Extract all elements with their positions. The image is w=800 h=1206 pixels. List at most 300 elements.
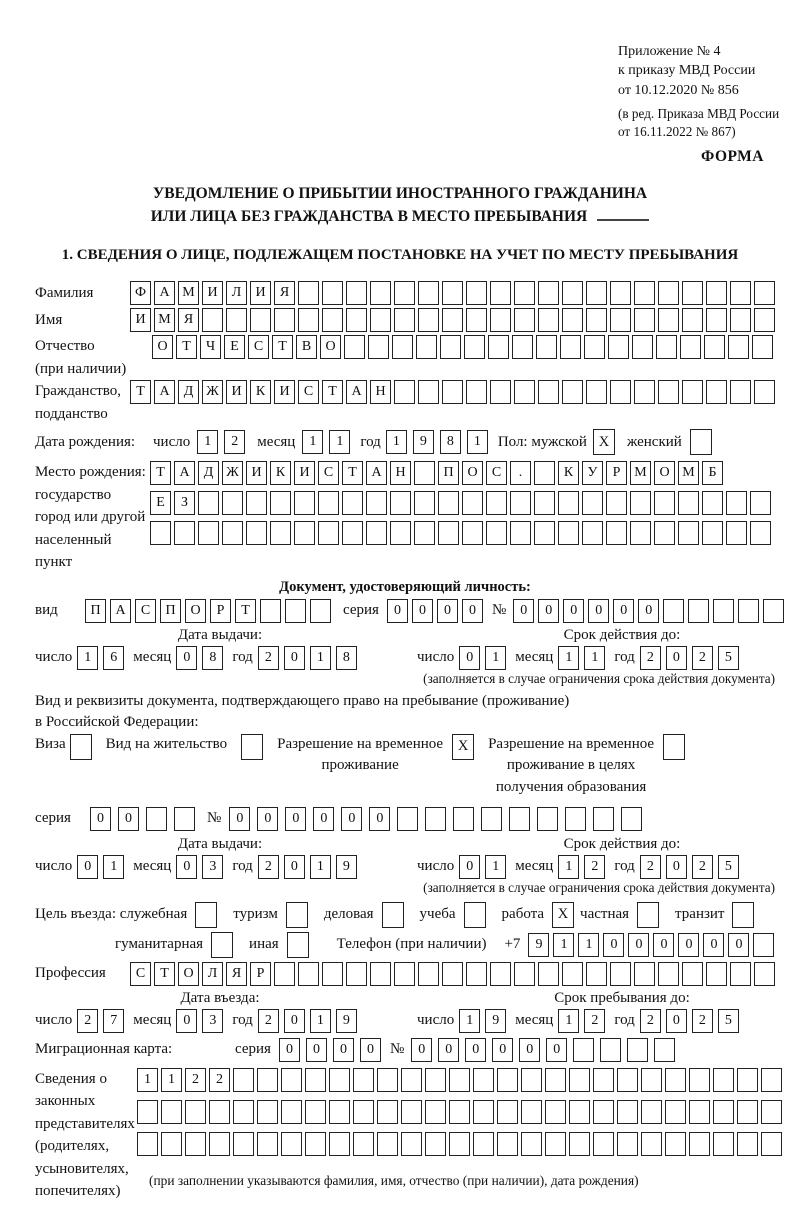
char-cell[interactable]: И <box>274 380 295 404</box>
char-cell[interactable]: 1 <box>485 646 506 670</box>
char-cell[interactable]: К <box>558 461 579 485</box>
iddoc-expiry-day[interactable] <box>459 646 506 670</box>
char-cell[interactable]: 5 <box>718 646 739 670</box>
char-cell[interactable]: 2 <box>640 855 661 879</box>
char-cell[interactable] <box>462 491 483 515</box>
char-cell[interactable] <box>586 962 607 986</box>
char-cell[interactable] <box>353 1100 374 1124</box>
char-cell[interactable]: С <box>318 461 339 485</box>
char-cell[interactable]: 0 <box>563 599 584 623</box>
char-cell[interactable]: Ч <box>200 335 221 359</box>
char-cell[interactable] <box>370 308 391 332</box>
char-cell[interactable]: Т <box>342 461 363 485</box>
char-cell[interactable] <box>514 281 535 305</box>
char-cell[interactable]: 0 <box>492 1038 513 1062</box>
char-cell[interactable]: 0 <box>257 807 278 831</box>
char-cell[interactable]: 1 <box>103 855 124 879</box>
char-cell[interactable] <box>185 1100 206 1124</box>
char-cell[interactable]: 1 <box>329 430 350 454</box>
char-cell[interactable] <box>353 1068 374 1092</box>
char-cell[interactable] <box>490 962 511 986</box>
char-cell[interactable] <box>521 1100 542 1124</box>
char-cell[interactable] <box>281 1068 302 1092</box>
char-cell[interactable] <box>222 491 243 515</box>
char-cell[interactable] <box>198 521 219 545</box>
char-cell[interactable]: 1 <box>302 430 323 454</box>
char-cell[interactable]: И <box>294 461 315 485</box>
migration-series-boxes[interactable] <box>279 1038 381 1062</box>
char-cell[interactable] <box>329 1068 350 1092</box>
char-cell[interactable]: Л <box>202 962 223 986</box>
char-cell[interactable] <box>490 380 511 404</box>
char-cell[interactable]: 3 <box>202 1009 223 1033</box>
char-cell[interactable] <box>688 599 709 623</box>
char-cell[interactable]: О <box>320 335 341 359</box>
permit-issue-day[interactable] <box>77 855 124 879</box>
char-cell[interactable] <box>488 335 509 359</box>
char-cell[interactable] <box>346 281 367 305</box>
char-cell[interactable]: 0 <box>176 646 197 670</box>
char-cell[interactable] <box>654 521 675 545</box>
char-cell[interactable]: 0 <box>462 599 483 623</box>
char-cell[interactable]: Д <box>198 461 219 485</box>
char-cell[interactable]: И <box>250 281 271 305</box>
char-cell[interactable]: М <box>630 461 651 485</box>
char-cell[interactable]: С <box>298 380 319 404</box>
char-cell[interactable] <box>497 1100 518 1124</box>
char-cell[interactable] <box>449 1132 470 1156</box>
char-cell[interactable] <box>353 1132 374 1156</box>
char-cell[interactable]: 2 <box>258 646 279 670</box>
residence-permit-checkbox[interactable] <box>241 734 263 760</box>
char-cell[interactable]: 0 <box>728 933 749 957</box>
char-cell[interactable] <box>294 491 315 515</box>
char-cell[interactable]: Ж <box>222 461 243 485</box>
char-cell[interactable]: О <box>462 461 483 485</box>
char-cell[interactable]: 8 <box>202 646 223 670</box>
char-cell[interactable] <box>270 521 291 545</box>
char-cell[interactable] <box>233 1100 254 1124</box>
char-cell[interactable]: 1 <box>459 1009 480 1033</box>
char-cell[interactable]: 5 <box>718 855 739 879</box>
char-cell[interactable]: 1 <box>310 855 331 879</box>
char-cell[interactable] <box>514 380 535 404</box>
char-cell[interactable] <box>680 335 701 359</box>
char-cell[interactable] <box>510 521 531 545</box>
char-cell[interactable]: Т <box>272 335 293 359</box>
char-cell[interactable]: Я <box>178 308 199 332</box>
char-cell[interactable] <box>473 1132 494 1156</box>
char-cell[interactable] <box>682 962 703 986</box>
char-cell[interactable]: 1 <box>137 1068 158 1092</box>
char-cell[interactable]: О <box>178 962 199 986</box>
char-cell[interactable] <box>689 1132 710 1156</box>
char-cell[interactable]: 0 <box>284 646 305 670</box>
char-cell[interactable] <box>449 1100 470 1124</box>
char-cell[interactable]: И <box>226 380 247 404</box>
char-cell[interactable] <box>562 962 583 986</box>
char-cell[interactable] <box>706 962 727 986</box>
char-cell[interactable] <box>593 807 614 831</box>
char-cell[interactable] <box>414 491 435 515</box>
char-cell[interactable]: 0 <box>360 1038 381 1062</box>
char-cell[interactable]: С <box>135 599 156 623</box>
char-cell[interactable]: П <box>160 599 181 623</box>
char-cell[interactable] <box>401 1068 422 1092</box>
permit-issue-month[interactable] <box>176 855 223 879</box>
char-cell[interactable] <box>656 335 677 359</box>
char-cell[interactable]: Я <box>274 281 295 305</box>
char-cell[interactable] <box>534 491 555 515</box>
char-cell[interactable] <box>702 491 723 515</box>
char-cell[interactable]: 1 <box>558 1009 579 1033</box>
char-cell[interactable] <box>285 599 306 623</box>
char-cell[interactable]: 0 <box>118 807 139 831</box>
char-cell[interactable] <box>368 335 389 359</box>
birth-year-boxes[interactable] <box>386 430 488 454</box>
char-cell[interactable]: 0 <box>341 807 362 831</box>
char-cell[interactable] <box>763 599 784 623</box>
char-cell[interactable]: Т <box>154 962 175 986</box>
char-cell[interactable] <box>250 308 271 332</box>
char-cell[interactable]: 1 <box>310 1009 331 1033</box>
char-cell[interactable] <box>497 1068 518 1092</box>
char-cell[interactable]: 0 <box>603 933 624 957</box>
char-cell[interactable] <box>573 1038 594 1062</box>
char-cell[interactable]: 2 <box>692 646 713 670</box>
char-cell[interactable] <box>438 521 459 545</box>
char-cell[interactable] <box>713 599 734 623</box>
purpose-humanitarian-checkbox[interactable] <box>211 932 233 958</box>
char-cell[interactable] <box>754 281 775 305</box>
char-cell[interactable] <box>665 1100 686 1124</box>
birthplace-boxes-row2[interactable] <box>150 491 771 515</box>
char-cell[interactable] <box>305 1132 326 1156</box>
char-cell[interactable] <box>754 380 775 404</box>
char-cell[interactable] <box>606 491 627 515</box>
char-cell[interactable] <box>257 1100 278 1124</box>
char-cell[interactable] <box>394 308 415 332</box>
char-cell[interactable] <box>689 1068 710 1092</box>
char-cell[interactable] <box>706 281 727 305</box>
char-cell[interactable]: 2 <box>209 1068 230 1092</box>
char-cell[interactable] <box>538 281 559 305</box>
temporary-edu-permit-checkbox[interactable] <box>663 734 685 760</box>
char-cell[interactable]: 0 <box>653 933 674 957</box>
char-cell[interactable] <box>401 1100 422 1124</box>
char-cell[interactable] <box>545 1100 566 1124</box>
char-cell[interactable]: З <box>174 491 195 515</box>
char-cell[interactable]: 0 <box>333 1038 354 1062</box>
iddoc-expiry-year[interactable] <box>640 646 739 670</box>
char-cell[interactable] <box>161 1100 182 1124</box>
birth-day-boxes[interactable] <box>197 430 245 454</box>
char-cell[interactable] <box>654 1038 675 1062</box>
char-cell[interactable] <box>706 308 727 332</box>
char-cell[interactable]: 2 <box>584 855 605 879</box>
char-cell[interactable] <box>233 1068 254 1092</box>
char-cell[interactable] <box>466 308 487 332</box>
char-cell[interactable]: 0 <box>284 855 305 879</box>
char-cell[interactable]: 0 <box>229 807 250 831</box>
doc-series-boxes[interactable] <box>387 599 483 623</box>
char-cell[interactable]: А <box>110 599 131 623</box>
char-cell[interactable] <box>342 521 363 545</box>
char-cell[interactable] <box>730 962 751 986</box>
char-cell[interactable]: С <box>130 962 151 986</box>
char-cell[interactable] <box>634 380 655 404</box>
char-cell[interactable]: 0 <box>437 599 458 623</box>
char-cell[interactable]: С <box>248 335 269 359</box>
char-cell[interactable]: С <box>486 461 507 485</box>
permit-expiry-day[interactable] <box>459 855 506 879</box>
char-cell[interactable] <box>390 491 411 515</box>
char-cell[interactable] <box>233 1132 254 1156</box>
char-cell[interactable]: Т <box>235 599 256 623</box>
char-cell[interactable] <box>185 1132 206 1156</box>
char-cell[interactable]: 1 <box>553 933 574 957</box>
char-cell[interactable] <box>606 521 627 545</box>
char-cell[interactable]: 0 <box>412 599 433 623</box>
purpose-private-checkbox[interactable] <box>637 902 659 928</box>
char-cell[interactable] <box>425 807 446 831</box>
char-cell[interactable]: Р <box>250 962 271 986</box>
purpose-study-checkbox[interactable] <box>464 902 486 928</box>
char-cell[interactable] <box>600 1038 621 1062</box>
char-cell[interactable]: Я <box>226 962 247 986</box>
char-cell[interactable]: 2 <box>258 1009 279 1033</box>
char-cell[interactable]: 1 <box>558 855 579 879</box>
char-cell[interactable] <box>390 521 411 545</box>
representatives-boxes-row2[interactable] <box>137 1100 782 1124</box>
char-cell[interactable] <box>754 308 775 332</box>
char-cell[interactable] <box>418 308 439 332</box>
char-cell[interactable] <box>608 335 629 359</box>
char-cell[interactable] <box>425 1068 446 1092</box>
char-cell[interactable]: 0 <box>313 807 334 831</box>
char-cell[interactable] <box>713 1100 734 1124</box>
sex-male-checkbox[interactable]: X <box>593 429 615 455</box>
char-cell[interactable]: Т <box>150 461 171 485</box>
iddoc-expiry-month[interactable] <box>558 646 605 670</box>
char-cell[interactable] <box>730 308 751 332</box>
temporary-permit-checkbox[interactable]: X <box>452 734 474 760</box>
char-cell[interactable] <box>665 1068 686 1092</box>
char-cell[interactable] <box>726 491 747 515</box>
char-cell[interactable] <box>322 308 343 332</box>
char-cell[interactable] <box>704 335 725 359</box>
char-cell[interactable] <box>322 962 343 986</box>
iddoc-issue-day[interactable] <box>77 646 124 670</box>
char-cell[interactable] <box>750 521 771 545</box>
char-cell[interactable]: Р <box>210 599 231 623</box>
char-cell[interactable]: 0 <box>459 646 480 670</box>
char-cell[interactable] <box>257 1068 278 1092</box>
char-cell[interactable] <box>610 962 631 986</box>
char-cell[interactable] <box>521 1132 542 1156</box>
visa-checkbox[interactable] <box>70 734 92 760</box>
char-cell[interactable] <box>761 1100 782 1124</box>
char-cell[interactable] <box>634 962 655 986</box>
char-cell[interactable] <box>510 491 531 515</box>
char-cell[interactable] <box>610 281 631 305</box>
char-cell[interactable] <box>377 1100 398 1124</box>
purpose-tourism-checkbox[interactable] <box>286 902 308 928</box>
char-cell[interactable]: Ж <box>202 380 223 404</box>
char-cell[interactable] <box>246 491 267 515</box>
char-cell[interactable] <box>418 380 439 404</box>
char-cell[interactable] <box>366 491 387 515</box>
char-cell[interactable]: М <box>154 308 175 332</box>
representatives-boxes-row1[interactable] <box>137 1068 782 1092</box>
char-cell[interactable]: 0 <box>628 933 649 957</box>
char-cell[interactable]: 2 <box>77 1009 98 1033</box>
char-cell[interactable] <box>146 807 167 831</box>
purpose-work-checkbox[interactable]: X <box>552 902 574 928</box>
char-cell[interactable] <box>593 1068 614 1092</box>
char-cell[interactable] <box>226 308 247 332</box>
char-cell[interactable]: 0 <box>638 599 659 623</box>
char-cell[interactable] <box>726 521 747 545</box>
char-cell[interactable]: Е <box>224 335 245 359</box>
representatives-boxes-row3[interactable] <box>137 1132 782 1156</box>
char-cell[interactable] <box>558 491 579 515</box>
char-cell[interactable] <box>442 281 463 305</box>
char-cell[interactable] <box>545 1132 566 1156</box>
char-cell[interactable]: 0 <box>411 1038 432 1062</box>
char-cell[interactable] <box>610 380 631 404</box>
char-cell[interactable] <box>562 380 583 404</box>
char-cell[interactable] <box>586 281 607 305</box>
birthplace-boxes-row1[interactable] <box>150 461 771 485</box>
char-cell[interactable]: 0 <box>176 1009 197 1033</box>
char-cell[interactable] <box>222 521 243 545</box>
char-cell[interactable] <box>305 1100 326 1124</box>
char-cell[interactable] <box>342 491 363 515</box>
permit-issue-year[interactable] <box>258 855 357 879</box>
char-cell[interactable] <box>416 335 437 359</box>
purpose-other-checkbox[interactable] <box>287 932 309 958</box>
char-cell[interactable] <box>536 335 557 359</box>
purpose-official-checkbox[interactable] <box>195 902 217 928</box>
char-cell[interactable] <box>641 1100 662 1124</box>
entry-year[interactable] <box>258 1009 357 1033</box>
sex-female-checkbox[interactable] <box>690 429 712 455</box>
char-cell[interactable]: 0 <box>703 933 724 957</box>
char-cell[interactable] <box>298 962 319 986</box>
char-cell[interactable] <box>401 1132 422 1156</box>
char-cell[interactable] <box>617 1068 638 1092</box>
char-cell[interactable] <box>370 962 391 986</box>
char-cell[interactable]: В <box>296 335 317 359</box>
stay-year[interactable] <box>640 1009 739 1033</box>
char-cell[interactable]: 1 <box>386 430 407 454</box>
name-boxes[interactable] <box>130 308 775 332</box>
char-cell[interactable] <box>497 1132 518 1156</box>
entry-month[interactable] <box>176 1009 223 1033</box>
char-cell[interactable]: А <box>346 380 367 404</box>
doc-type-boxes[interactable] <box>85 599 331 623</box>
char-cell[interactable] <box>658 281 679 305</box>
char-cell[interactable] <box>738 599 759 623</box>
char-cell[interactable]: 1 <box>77 646 98 670</box>
char-cell[interactable]: 9 <box>528 933 549 957</box>
char-cell[interactable] <box>344 335 365 359</box>
char-cell[interactable] <box>466 962 487 986</box>
patronymic-boxes[interactable] <box>152 335 773 359</box>
char-cell[interactable] <box>490 308 511 332</box>
char-cell[interactable]: Д <box>178 380 199 404</box>
char-cell[interactable]: Б <box>702 461 723 485</box>
purpose-business-checkbox[interactable] <box>382 902 404 928</box>
char-cell[interactable] <box>537 807 558 831</box>
char-cell[interactable] <box>209 1132 230 1156</box>
char-cell[interactable] <box>310 599 331 623</box>
purpose-transit-checkbox[interactable] <box>732 902 754 928</box>
char-cell[interactable] <box>630 521 651 545</box>
char-cell[interactable] <box>538 962 559 986</box>
birthplace-boxes-row3[interactable] <box>150 521 771 545</box>
char-cell[interactable] <box>449 1068 470 1092</box>
char-cell[interactable]: Н <box>390 461 411 485</box>
char-cell[interactable] <box>418 281 439 305</box>
char-cell[interactable] <box>442 308 463 332</box>
citizenship-boxes[interactable] <box>130 380 775 404</box>
char-cell[interactable]: М <box>178 281 199 305</box>
char-cell[interactable]: 0 <box>538 599 559 623</box>
char-cell[interactable] <box>394 962 415 986</box>
char-cell[interactable] <box>397 807 418 831</box>
char-cell[interactable] <box>689 1100 710 1124</box>
char-cell[interactable] <box>442 380 463 404</box>
char-cell[interactable] <box>534 461 555 485</box>
char-cell[interactable] <box>481 807 502 831</box>
char-cell[interactable] <box>161 1132 182 1156</box>
char-cell[interactable] <box>366 521 387 545</box>
char-cell[interactable] <box>737 1132 758 1156</box>
char-cell[interactable] <box>706 380 727 404</box>
char-cell[interactable] <box>586 380 607 404</box>
char-cell[interactable] <box>593 1132 614 1156</box>
char-cell[interactable] <box>562 281 583 305</box>
char-cell[interactable]: 8 <box>440 430 461 454</box>
stay-day[interactable] <box>459 1009 506 1033</box>
char-cell[interactable] <box>514 308 535 332</box>
char-cell[interactable]: Л <box>226 281 247 305</box>
char-cell[interactable] <box>521 1068 542 1092</box>
char-cell[interactable] <box>453 807 474 831</box>
char-cell[interactable] <box>617 1100 638 1124</box>
char-cell[interactable] <box>750 491 771 515</box>
char-cell[interactable]: 0 <box>465 1038 486 1062</box>
char-cell[interactable] <box>486 491 507 515</box>
char-cell[interactable] <box>761 1132 782 1156</box>
char-cell[interactable] <box>274 308 295 332</box>
char-cell[interactable] <box>270 491 291 515</box>
char-cell[interactable] <box>329 1132 350 1156</box>
char-cell[interactable] <box>414 461 435 485</box>
char-cell[interactable]: Е <box>150 491 171 515</box>
char-cell[interactable]: . <box>510 461 531 485</box>
char-cell[interactable]: 0 <box>678 933 699 957</box>
char-cell[interactable] <box>558 521 579 545</box>
permit-expiry-month[interactable] <box>558 855 605 879</box>
char-cell[interactable] <box>678 491 699 515</box>
char-cell[interactable]: 0 <box>513 599 534 623</box>
char-cell[interactable] <box>473 1100 494 1124</box>
char-cell[interactable]: 3 <box>202 855 223 879</box>
char-cell[interactable]: 0 <box>176 855 197 879</box>
